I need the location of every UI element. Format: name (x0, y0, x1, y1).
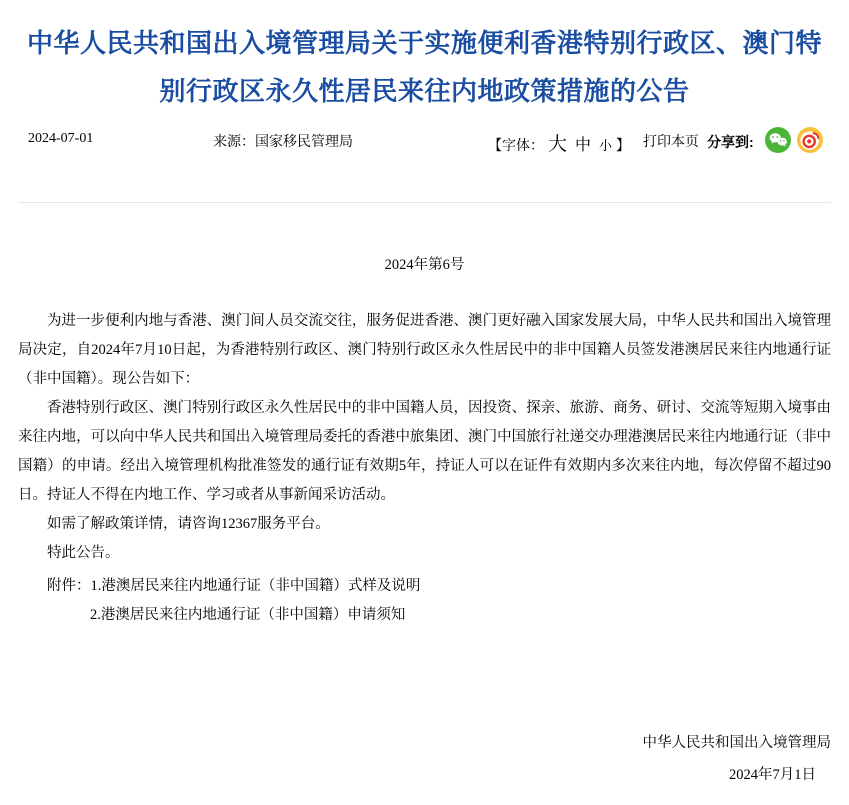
source-label: 来源：国家移民管理局 (213, 135, 353, 150)
publish-date: 2024-07-01 (28, 131, 94, 146)
font-widget-close-bracket: 】 (616, 139, 631, 154)
font-size-medium-button[interactable]: 中 (575, 137, 592, 154)
font-size-large-button[interactable]: 大 (548, 134, 568, 155)
paragraph-policy: 香港特别行政区、澳门特别行政区永久性居民中的非中国籍人员，因投资、探亲、旅游、商务、研讨、交流等短期入境事由来往内地，可以向中华人民共和国出入境管理局委托的香港中旅集团、澳门中国旅行社递交办理港澳居民来往内地通行证（非中国籍）的申请。经出入境管理机构批准签发的通行证有效期5年，持证人可以在证件有效期内多次来往内地，每次停留不超过90日。持证人不得在内地工作、学习或者从事新闻采访活动。 (18, 400, 831, 503)
signature-date: 2024年7月1日 (729, 767, 816, 783)
meta-row (0, 0, 849, 160)
font-size-widget (488, 129, 630, 156)
article-body (18, 307, 831, 630)
attachments-section (18, 572, 831, 630)
paragraph-intro: 为进一步便利内地与香港、澳门间人员交流交往，服务促进香港、澳门更好融入国家发展大局，中华人民共和国出入境管理局决定，自2024年7月10日起，为香港特别行政区、澳门特别行政区永久性居民中的非中国籍人员签发港澳居民来往内地通行证（非中国籍）。现公告如下： (18, 313, 831, 387)
header-divider (18, 202, 831, 203)
font-widget-open-bracket: 【字体： (488, 139, 544, 154)
attachment-link-2[interactable]: 2.港澳居民来往内地通行证（非中国籍）申请须知 (90, 607, 406, 623)
signature-block (643, 728, 832, 790)
page-title-text: 中华人民共和国出入境管理局关于实施便利香港特别行政区、澳门特别行政区永久性居民来往内地政策措施的公告 (26, 28, 822, 106)
paragraph-hotline: 如需了解政策详情，请咨询12367服务平台。 (47, 516, 330, 532)
doc-number: 2024年第6号 (384, 257, 465, 273)
wechat-share-icon[interactable] (765, 127, 791, 153)
font-size-small-button[interactable]: 小 (599, 138, 613, 153)
share-to-label: 分享到: (707, 134, 754, 150)
attachment-link-1[interactable]: 附件：1.港澳居民来往内地通行证（非中国籍）式样及说明 (47, 578, 421, 594)
paragraph-closing: 特此公告。 (47, 545, 120, 561)
signature-org: 中华人民共和国出入境管理局 (642, 735, 831, 751)
print-page-button[interactable]: 打印本页 (643, 135, 699, 150)
weibo-share-icon[interactable] (797, 127, 823, 153)
